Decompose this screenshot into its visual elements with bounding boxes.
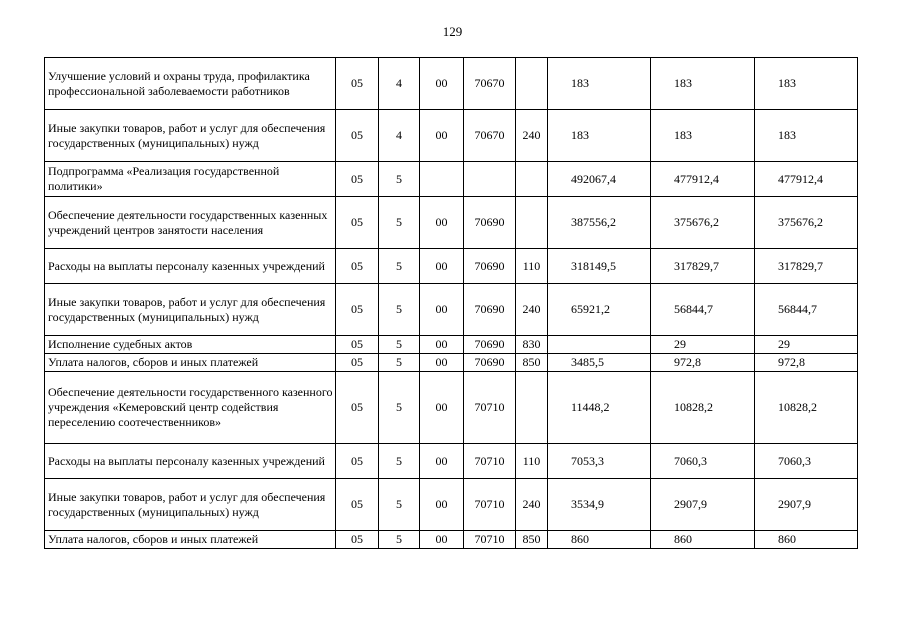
amount-year-2: 972,8	[651, 354, 755, 372]
expense-type-code	[516, 372, 548, 444]
item-name: Иные закупки товаров, работ и услуг для обеспечения государственных (муниципальных) нужд	[45, 110, 336, 162]
program-code: 00	[420, 372, 464, 444]
section-code: 05	[336, 354, 379, 372]
amount-year-3: 375676,2	[755, 197, 858, 249]
expense-code: 70670	[464, 110, 516, 162]
amount-year-2: 477912,4	[651, 162, 755, 197]
expense-type-code: 110	[516, 444, 548, 479]
section-code: 05	[336, 58, 379, 110]
table-row	[45, 284, 858, 336]
amount-year-3: 317829,7	[755, 249, 858, 284]
amount-year-2: 183	[651, 110, 755, 162]
section-code: 05	[336, 479, 379, 531]
table-row	[45, 197, 858, 249]
amount-year-1: 183	[548, 58, 651, 110]
item-name: Уплата налогов, сборов и иных платежей	[45, 531, 336, 549]
table-row	[45, 336, 858, 354]
program-code: 00	[420, 531, 464, 549]
expense-code: 70710	[464, 444, 516, 479]
amount-year-1	[548, 336, 651, 354]
expense-code: 70690	[464, 284, 516, 336]
amount-year-1: 387556,2	[548, 197, 651, 249]
program-code: 00	[420, 249, 464, 284]
amount-year-1: 183	[548, 110, 651, 162]
amount-year-1: 7053,3	[548, 444, 651, 479]
subsection-code: 5	[379, 284, 420, 336]
subsection-code: 5	[379, 354, 420, 372]
program-code: 00	[420, 444, 464, 479]
expense-type-code	[516, 162, 548, 197]
item-name: Иные закупки товаров, работ и услуг для обеспечения государственных (муниципальных) нужд	[45, 284, 336, 336]
amount-year-3: 972,8	[755, 354, 858, 372]
expense-code: 70710	[464, 479, 516, 531]
program-code: 00	[420, 58, 464, 110]
table-row	[45, 479, 858, 531]
table-row	[45, 531, 858, 549]
amount-year-3: 7060,3	[755, 444, 858, 479]
table-row	[45, 444, 858, 479]
subsection-code: 4	[379, 58, 420, 110]
program-code: 00	[420, 110, 464, 162]
subsection-code: 5	[379, 531, 420, 549]
budget-table	[44, 57, 858, 549]
table-row	[45, 58, 858, 110]
item-name: Обеспечение деятельности государственного казенного учреждения «Кемеровский центр содействия переселению соотечественников»	[45, 372, 336, 444]
table-row	[45, 372, 858, 444]
subsection-code: 5	[379, 479, 420, 531]
amount-year-3: 183	[755, 58, 858, 110]
expense-code: 70690	[464, 336, 516, 354]
amount-year-3: 477912,4	[755, 162, 858, 197]
amount-year-3: 183	[755, 110, 858, 162]
amount-year-1: 65921,2	[548, 284, 651, 336]
amount-year-2: 56844,7	[651, 284, 755, 336]
amount-year-2: 10828,2	[651, 372, 755, 444]
subsection-code: 5	[379, 372, 420, 444]
expense-code	[464, 162, 516, 197]
amount-year-1: 11448,2	[548, 372, 651, 444]
item-name: Иные закупки товаров, работ и услуг для обеспечения государственных (муниципальных) нужд	[45, 479, 336, 531]
amount-year-1: 860	[548, 531, 651, 549]
table-row	[45, 354, 858, 372]
table-row	[45, 110, 858, 162]
amount-year-3: 10828,2	[755, 372, 858, 444]
subsection-code: 5	[379, 444, 420, 479]
expense-type-code: 830	[516, 336, 548, 354]
amount-year-2: 29	[651, 336, 755, 354]
section-code: 05	[336, 531, 379, 549]
page-number: 129	[442, 24, 463, 39]
amount-year-3: 860	[755, 531, 858, 549]
item-name: Исполнение судебных актов	[45, 336, 336, 354]
amount-year-1: 3534,9	[548, 479, 651, 531]
table-body	[45, 58, 858, 549]
program-code: 00	[420, 354, 464, 372]
amount-year-2: 183	[651, 58, 755, 110]
expense-type-code: 110	[516, 249, 548, 284]
expense-type-code: 240	[516, 284, 548, 336]
item-name: Подпрограмма «Реализация государственной политики»	[45, 162, 336, 197]
expense-type-code: 850	[516, 354, 548, 372]
expense-code: 70690	[464, 354, 516, 372]
section-code: 05	[336, 110, 379, 162]
subsection-code: 4	[379, 110, 420, 162]
amount-year-2: 317829,7	[651, 249, 755, 284]
subsection-code: 5	[379, 336, 420, 354]
subsection-code: 5	[379, 249, 420, 284]
table-row	[45, 249, 858, 284]
section-code: 05	[336, 249, 379, 284]
expense-type-code: 850	[516, 531, 548, 549]
amount-year-3: 2907,9	[755, 479, 858, 531]
expense-type-code	[516, 58, 548, 110]
section-code: 05	[336, 284, 379, 336]
subsection-code: 5	[379, 197, 420, 249]
item-name: Обеспечение деятельности государственных казенных учреждений центров занятости населения	[45, 197, 336, 249]
subsection-code: 5	[379, 162, 420, 197]
item-name: Уплата налогов, сборов и иных платежей	[45, 354, 336, 372]
amount-year-2: 7060,3	[651, 444, 755, 479]
program-code: 00	[420, 479, 464, 531]
expense-type-code	[516, 197, 548, 249]
item-name: Расходы на выплаты персоналу казенных учреждений	[45, 444, 336, 479]
section-code: 05	[336, 336, 379, 354]
amount-year-1: 318149,5	[548, 249, 651, 284]
amount-year-3: 56844,7	[755, 284, 858, 336]
program-code: 00	[420, 197, 464, 249]
amount-year-2: 375676,2	[651, 197, 755, 249]
expense-type-code: 240	[516, 110, 548, 162]
item-name: Улучшение условий и охраны труда, профилактика профессиональной заболеваемости работников	[45, 58, 336, 110]
amount-year-1: 3485,5	[548, 354, 651, 372]
expense-type-code: 240	[516, 479, 548, 531]
program-code	[420, 162, 464, 197]
section-code: 05	[336, 372, 379, 444]
program-code: 00	[420, 284, 464, 336]
table-row	[45, 162, 858, 197]
section-code: 05	[336, 197, 379, 249]
section-code: 05	[336, 162, 379, 197]
expense-code: 70690	[464, 249, 516, 284]
program-code: 00	[420, 336, 464, 354]
amount-year-3: 29	[755, 336, 858, 354]
amount-year-2: 2907,9	[651, 479, 755, 531]
expense-code: 70710	[464, 531, 516, 549]
section-code: 05	[336, 444, 379, 479]
expense-code: 70690	[464, 197, 516, 249]
expense-code: 70670	[464, 58, 516, 110]
amount-year-1: 492067,4	[548, 162, 651, 197]
item-name: Расходы на выплаты персоналу казенных учреждений	[45, 249, 336, 284]
amount-year-2: 860	[651, 531, 755, 549]
expense-code: 70710	[464, 372, 516, 444]
